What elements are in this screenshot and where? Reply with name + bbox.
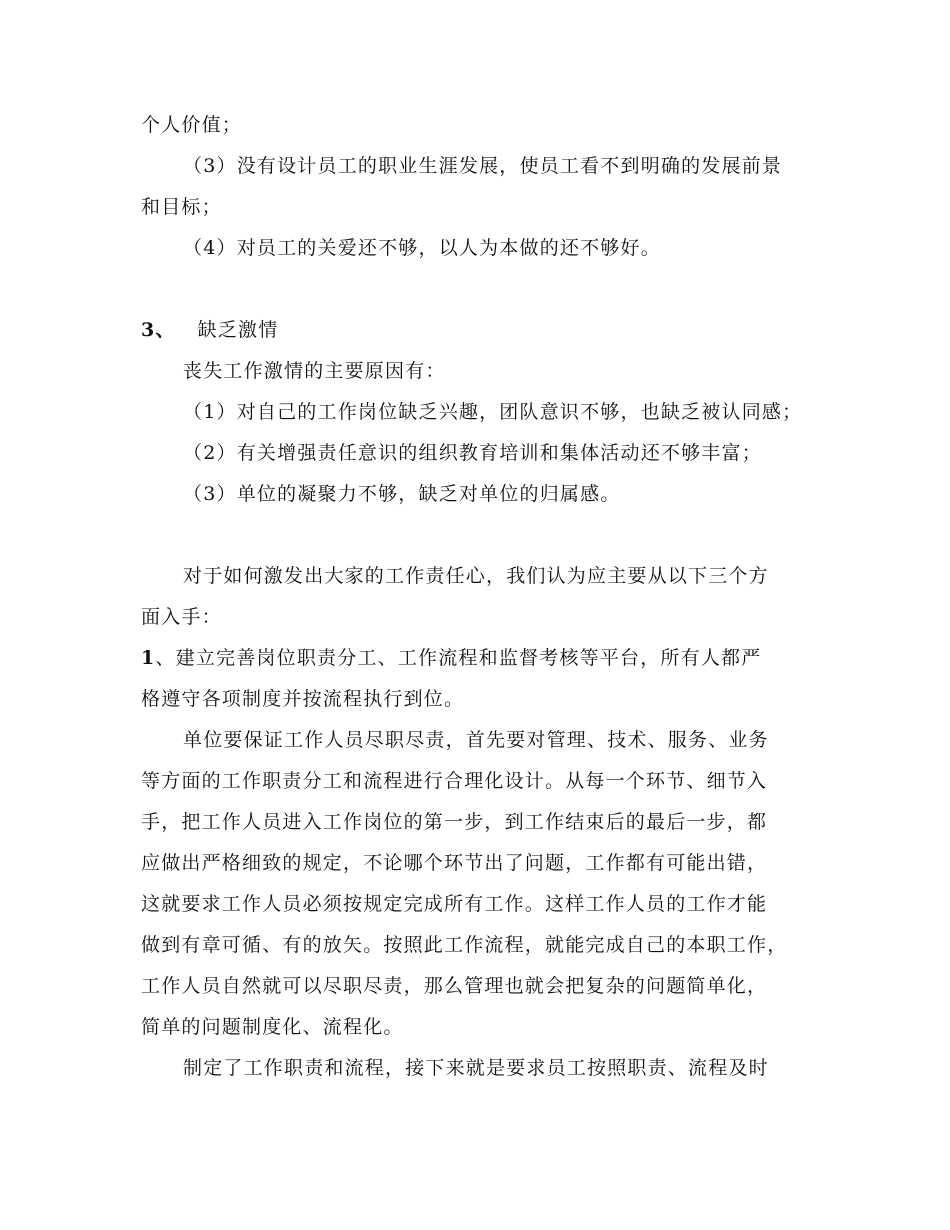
paragraph-line: 制定了工作职责和流程，接下来就是要求员工按照职责、流程及时 (183, 1057, 769, 1079)
point-heading (141, 645, 761, 671)
paragraph-line: 工作人员自然就可以尽职尽责，那么管理也就会把复杂的问题简单化， (141, 975, 768, 997)
list-item: （3）单位的凝聚力不够，缺乏对单位的归属感。 (183, 483, 621, 505)
paragraph-line: 等方面的工作职责分工和流程进行合理化设计。从每一个环节、细节入 (141, 770, 768, 792)
paragraph-line: 简单的问题制度化、流程化。 (141, 1016, 404, 1038)
paragraph-line: 对于如何激发出大家的工作责任心，我们认为应主要从以下三个方 (183, 565, 769, 587)
paragraph-line: 做到有章可循、有的放矢。按照此工作流程，就能完成自己的本职工作， (141, 934, 788, 956)
paragraph-line: 应做出严格细致的规定，不论哪个环节出了问题，工作都有可能出错， (141, 852, 768, 874)
point-number: 1 (141, 647, 156, 669)
paragraph-line: 丧失工作激情的主要原因有： (183, 360, 446, 382)
paragraph-line: 手，把工作人员进入工作岗位的第一步，到工作结束后的最后一步，都 (141, 811, 768, 833)
paragraph-line: 面入手： (141, 606, 222, 628)
point-heading-text: 、建立完善岗位职责分工、工作流程和监督考核等平台，所有人都严 (155, 647, 762, 669)
section-number: 3、 (141, 319, 176, 341)
text-line: 个人价值； (141, 114, 243, 136)
section-title: 缺乏激情 (197, 319, 279, 341)
list-item: （2）有关增强责任意识的组织教育培训和集体活动还不够丰富； (183, 442, 762, 464)
list-item: （3）没有设计员工的职业生涯发展，使员工看不到明确的发展前景 (183, 155, 783, 177)
text-line: 和目标； (141, 196, 222, 218)
point-heading-continuation: 格遵守各项制度并按流程执行到位。 (141, 688, 465, 710)
paragraph-line: 这就要求工作人员必须按规定完成所有工作。这样工作人员的工作才能 (141, 893, 768, 915)
list-item: （4）对员工的关爱还不够，以人为本做的还不够好。 (183, 237, 661, 259)
paragraph-line: 单位要保证工作人员尽职尽责，首先要对管理、技术、服务、业务 (183, 729, 769, 751)
section-heading (141, 317, 278, 343)
list-item: （1）对自己的工作岗位缺乏兴趣，团队意识不够，也缺乏被认同感； (183, 401, 803, 423)
